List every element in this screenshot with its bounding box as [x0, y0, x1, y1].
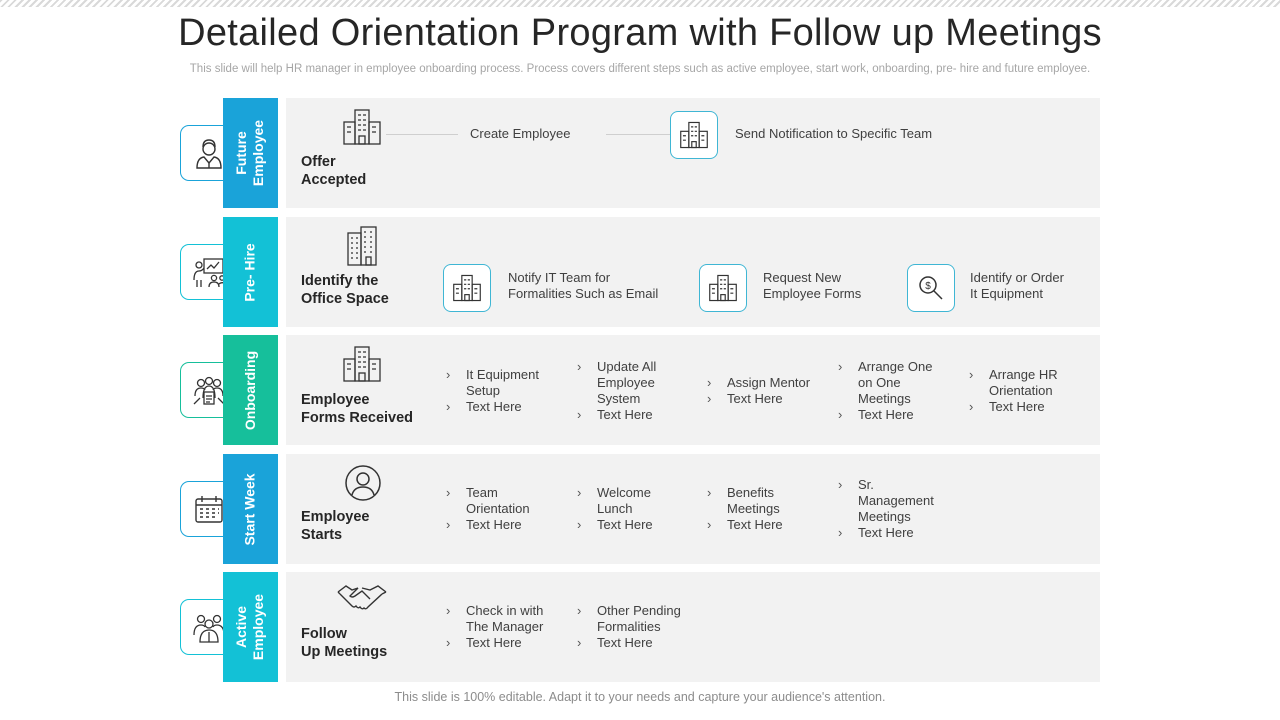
bullet-list [707, 485, 783, 533]
list-item: › Sr. Management Meetings [838, 477, 934, 525]
list-item: › Check in with The Manager [446, 603, 543, 635]
step-text-line: Employee Forms [763, 286, 862, 301]
bullet-list [446, 367, 539, 415]
band-label-line: Future [233, 131, 250, 175]
list-item: › Text Here [838, 525, 934, 541]
band-onboarding [223, 335, 278, 445]
list-item: › Text Here [446, 399, 539, 415]
head-label-line: Accepted [301, 172, 367, 188]
row-pre-hire [0, 217, 1280, 327]
row-onboarding [0, 335, 1280, 445]
head-label-line: Employee [301, 509, 370, 525]
step-text-line: Request New [763, 270, 842, 285]
band-label-line: Employee [250, 119, 267, 187]
list-item: › Assign Mentor [707, 375, 810, 391]
list-item: › Text Here [577, 407, 656, 423]
row-future-employee [0, 98, 1280, 208]
step-text-line: Notify IT Team for [508, 270, 611, 285]
svg-text:$: $ [925, 281, 931, 292]
panel-start-week [286, 454, 1100, 564]
panel-onboarding [286, 335, 1100, 445]
bullet-list [446, 603, 543, 651]
step-text-line: Identify or Order [970, 270, 1064, 285]
head-label-line: Follow [301, 626, 347, 642]
panel-pre-hire [286, 217, 1100, 327]
bullet-list [577, 603, 681, 651]
bullet-list [446, 485, 530, 533]
list-item: › Text Here [446, 517, 530, 533]
list-item: › Benefits Meetings [707, 485, 783, 517]
connector-line [386, 134, 458, 135]
step-notify-it-team [508, 270, 658, 302]
list-item: › Arrange One on One Meetings [838, 359, 932, 407]
panel-active-employee [286, 572, 1100, 682]
list-item: › It Equipment Setup [446, 367, 539, 399]
band-pre-hire [223, 217, 278, 327]
head-label-line: Identify the [301, 273, 379, 289]
connector-line [606, 134, 670, 135]
slide-title: Detailed Orientation Program with Follow up Meetings [178, 12, 1102, 54]
top-hatch-decoration [0, 0, 1280, 7]
list-item: › Text Here [707, 391, 810, 407]
band-label-line: Start Week [242, 472, 259, 546]
bullet-list [838, 477, 934, 541]
slide-footer: This slide is 100% editable. Adapt it to your needs and capture your audience's attention. [394, 690, 886, 704]
building-icon [670, 111, 718, 159]
money-search-icon [907, 264, 955, 312]
list-item: › Welcome Lunch [577, 485, 653, 517]
office-tower-icon [344, 225, 380, 272]
building-icon [342, 108, 382, 151]
list-item: › Update All Employee System [577, 359, 656, 407]
step-text-line: Formalities Such as Email [508, 286, 659, 301]
list-item: › Text Here [446, 635, 543, 651]
bullet-list [577, 359, 656, 423]
band-label-line: Employee [250, 593, 267, 661]
band-label-line: Onboarding [242, 350, 259, 430]
building-icon [699, 264, 747, 312]
list-item: › Team Orientation [446, 485, 530, 517]
list-item: › Text Here [707, 517, 783, 533]
step-text-line: It Equipment [970, 286, 1043, 301]
building-icon [443, 264, 491, 312]
list-item: › Other Pending Formalities [577, 603, 681, 635]
band-active-employee [223, 572, 278, 682]
band-label-line: Pre- Hire [242, 242, 259, 302]
list-item: › Text Here [969, 399, 1058, 415]
head-label-line: Starts [301, 527, 343, 543]
head-label-line: Offer [301, 154, 336, 170]
row-start-week [0, 454, 1280, 564]
head-label-line: Office Space [301, 291, 389, 307]
row-active-employee [0, 572, 1280, 682]
bullet-list [969, 367, 1058, 415]
list-item: › Text Here [838, 407, 932, 423]
list-item: › Text Here [577, 635, 681, 651]
slide-subtitle: This slide will help HR manager in employee onboarding process. Process covers different steps such as active employee, start work, onboarding, pre- hire and future employee. [189, 63, 1091, 75]
step-request-forms [763, 270, 861, 302]
band-label-line: Active [233, 605, 250, 649]
head-label-line: Forms Received [301, 410, 414, 426]
building-icon [342, 345, 382, 388]
list-item: › Arrange HR Orientation [969, 367, 1058, 399]
band-start-week [223, 454, 278, 564]
list-item: › Text Here [577, 517, 653, 533]
panel-future-employee [286, 98, 1100, 208]
bullet-list [577, 485, 653, 533]
step-create-employee: Create Employee [470, 126, 571, 141]
step-identify-equipment [970, 270, 1064, 302]
bullet-list [707, 375, 810, 407]
bullet-list [838, 359, 932, 423]
step-send-notification: Send Notification to Specific Team [735, 126, 933, 141]
head-label-line: Up Meetings [301, 644, 388, 660]
user-circle-icon [344, 464, 382, 507]
handshake-icon [336, 582, 388, 621]
band-future-employee [223, 98, 278, 208]
head-label-line: Employee [301, 392, 370, 408]
